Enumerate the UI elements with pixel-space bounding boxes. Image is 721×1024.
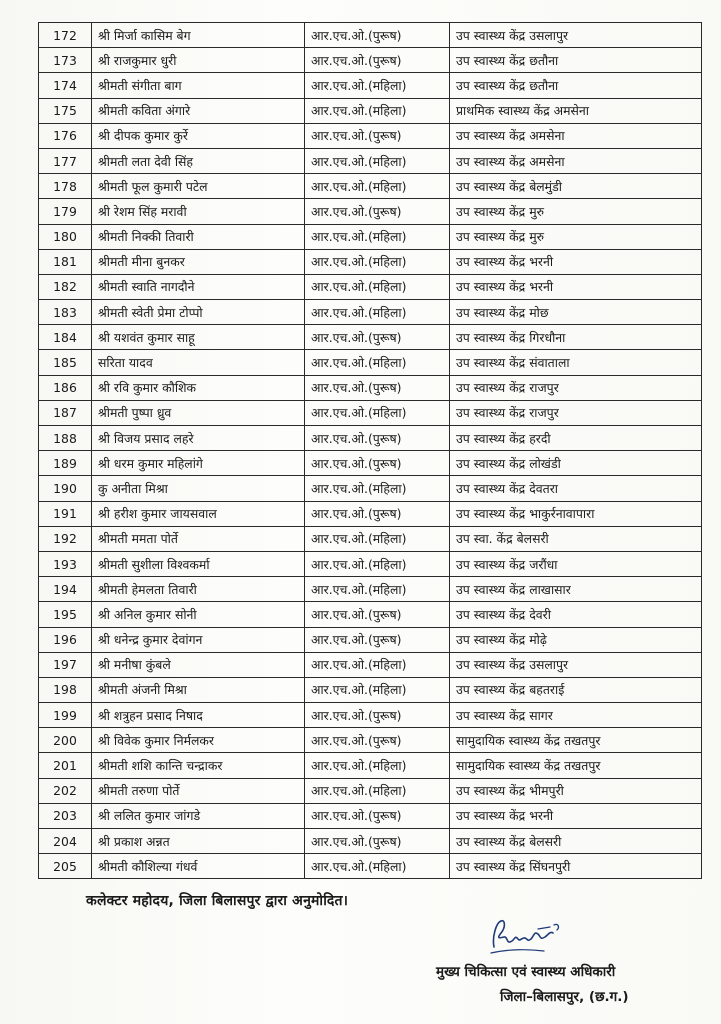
name-cell: श्री धनेन्द्र कुमार देवांगन (92, 627, 305, 652)
serial-number-cell: 180 (39, 224, 92, 249)
table-row (39, 174, 702, 199)
name-cell: श्रीमती शशि कान्ति चन्द्राकर (92, 753, 305, 778)
post-cell: आर.एच.ओ.(महिला) (305, 652, 450, 677)
posting-place-cell: उप स्वास्थ्य केंद्र मोछ (450, 300, 702, 325)
serial-number-cell: 199 (39, 703, 92, 728)
posting-place-cell: उप स्वास्थ्य केंद्र सिंघनपुरी (450, 854, 702, 879)
post-cell: आर.एच.ओ.(पुरूष) (305, 426, 450, 451)
post-cell: आर.एच.ओ.(महिला) (305, 854, 450, 879)
name-cell: श्रीमती निक्की तिवारी (92, 224, 305, 249)
table-row (39, 627, 702, 652)
table-row (39, 803, 702, 828)
table-body (39, 23, 702, 879)
posting-place-cell: उप स्वास्थ्य केंद्र देवतरा (450, 476, 702, 501)
serial-number-cell: 178 (39, 174, 92, 199)
serial-number-cell: 198 (39, 677, 92, 702)
posting-place-cell: उप स्वास्थ्य केंद्र जरौंधा (450, 551, 702, 576)
post-cell: आर.एच.ओ.(महिला) (305, 476, 450, 501)
name-cell: श्री दीपक कुमार कुर्रे (92, 123, 305, 148)
posting-place-cell: उप स्वास्थ्य केंद्र राजपुर (450, 375, 702, 400)
posting-place-cell: उप स्वास्थ्य केंद्र हरदी (450, 426, 702, 451)
table-row (39, 677, 702, 702)
posting-place-cell: उप स्वास्थ्य केंद्र मुरु (450, 224, 702, 249)
post-cell: आर.एच.ओ.(महिला) (305, 526, 450, 551)
serial-number-cell: 192 (39, 526, 92, 551)
post-cell: आर.एच.ओ.(महिला) (305, 148, 450, 173)
table-row (39, 148, 702, 173)
posting-place-cell: उप स्वास्थ्य केंद्र बेलमुंडी (450, 174, 702, 199)
name-cell: श्री हरीश कुमार जायसवाल (92, 501, 305, 526)
table-row (39, 753, 702, 778)
post-cell: आर.एच.ओ.(महिला) (305, 249, 450, 274)
serial-number-cell: 196 (39, 627, 92, 652)
posting-place-cell: उप स्वास्थ्य केंद्र उसलापुर (450, 652, 702, 677)
table-row (39, 73, 702, 98)
post-cell: आर.एच.ओ.(महिला) (305, 174, 450, 199)
serial-number-cell: 200 (39, 728, 92, 753)
name-cell: श्रीमती स्वाति नागदौने (92, 274, 305, 299)
post-cell: आर.एच.ओ.(महिला) (305, 274, 450, 299)
signatory-place: जिला–बिलासपुर, (छ.ग.) (500, 989, 629, 1005)
serial-number-cell: 172 (39, 23, 92, 48)
table-row (39, 23, 702, 48)
posting-place-cell: प्राथमिक स्वास्थ्य केंद्र अमसेना (450, 98, 702, 123)
posting-place-cell: उप स्वास्थ्य केंद्र राजपुर (450, 400, 702, 425)
serial-number-cell: 176 (39, 123, 92, 148)
serial-number-cell: 189 (39, 451, 92, 476)
staff-posting-table (38, 22, 702, 879)
table-row (39, 48, 702, 73)
name-cell: श्री प्रकाश अन्नत (92, 829, 305, 854)
post-cell: आर.एच.ओ.(पुरूष) (305, 199, 450, 224)
post-cell: आर.एच.ओ.(महिला) (305, 677, 450, 702)
post-cell: आर.एच.ओ.(महिला) (305, 577, 450, 602)
table-row (39, 451, 702, 476)
serial-number-cell: 177 (39, 148, 92, 173)
table-row (39, 249, 702, 274)
posting-place-cell: उप स्वास्थ्य केंद्र बहतराई (450, 677, 702, 702)
name-cell: श्रीमती कविता अंगारे (92, 98, 305, 123)
posting-place-cell: सामुदायिक स्वास्थ्य केंद्र तखतपुर (450, 753, 702, 778)
post-cell: आर.एच.ओ.(महिला) (305, 350, 450, 375)
table-row (39, 854, 702, 879)
name-cell: श्रीमती लता देवी सिंह (92, 148, 305, 173)
name-cell: कु अनीता मिश्रा (92, 476, 305, 501)
name-cell: श्रीमती सुशीला विश्वकर्मा (92, 551, 305, 576)
name-cell: सरिता यादव (92, 350, 305, 375)
post-cell: आर.एच.ओ.(पुरूष) (305, 728, 450, 753)
name-cell: श्री अनिल कुमार सोनी (92, 602, 305, 627)
signatory-title: मुख्य चिकित्सा एवं स्वास्थ्य अधिकारी (436, 964, 616, 980)
serial-number-cell: 202 (39, 778, 92, 803)
table-row (39, 325, 702, 350)
name-cell: श्री विजय प्रसाद लहरे (92, 426, 305, 451)
post-cell: आर.एच.ओ.(महिला) (305, 98, 450, 123)
name-cell: श्री विवेक कुमार निर्मलकर (92, 728, 305, 753)
name-cell: श्रीमती स्वेती प्रेमा टोप्पो (92, 300, 305, 325)
table-row (39, 98, 702, 123)
post-cell: आर.एच.ओ.(पुरूष) (305, 123, 450, 148)
table-row (39, 199, 702, 224)
table-row (39, 703, 702, 728)
post-cell: आर.एच.ओ.(पुरूष) (305, 451, 450, 476)
table-row (39, 224, 702, 249)
post-cell: आर.एच.ओ.(महिला) (305, 753, 450, 778)
table-row (39, 602, 702, 627)
serial-number-cell: 194 (39, 577, 92, 602)
posting-place-cell: उप स्वास्थ्य केंद्र उसलापुर (450, 23, 702, 48)
name-cell: श्री रेशम सिंह मरावी (92, 199, 305, 224)
post-cell: आर.एच.ओ.(पुरूष) (305, 48, 450, 73)
serial-number-cell: 195 (39, 602, 92, 627)
serial-number-cell: 193 (39, 551, 92, 576)
table-row (39, 526, 702, 551)
posting-place-cell: सामुदायिक स्वास्थ्य केंद्र तखतपुर (450, 728, 702, 753)
posting-place-cell: उप स्वास्थ्य केंद्र सागर (450, 703, 702, 728)
serial-number-cell: 186 (39, 375, 92, 400)
posting-place-cell: उप स्वास्थ्य केंद्र लाखासार (450, 577, 702, 602)
table-row (39, 400, 702, 425)
name-cell: श्रीमती ममता पोर्ते (92, 526, 305, 551)
name-cell: श्रीमती संगीता बाग (92, 73, 305, 98)
table-row (39, 426, 702, 451)
table-row (39, 551, 702, 576)
posting-place-cell: उप स्वास्थ्य केंद्र भरनी (450, 274, 702, 299)
post-cell: आर.एच.ओ.(महिला) (305, 224, 450, 249)
name-cell: श्रीमती तरुणा पोर्ते (92, 778, 305, 803)
serial-number-cell: 183 (39, 300, 92, 325)
name-cell: श्रीमती फूल कुमारी पटेल (92, 174, 305, 199)
name-cell: श्रीमती मीना बुनकर (92, 249, 305, 274)
table-row (39, 778, 702, 803)
name-cell: श्रीमती कौशिल्या गंधर्व (92, 854, 305, 879)
posting-place-cell: उप स्वास्थ्य केंद्र अमसेना (450, 123, 702, 148)
posting-place-cell: उप स्वास्थ्य केंद्र गिरधौना (450, 325, 702, 350)
name-cell: श्री राजकुमार धुरी (92, 48, 305, 73)
serial-number-cell: 187 (39, 400, 92, 425)
serial-number-cell: 181 (39, 249, 92, 274)
posting-place-cell: उप स्वास्थ्य केंद्र छतौना (450, 73, 702, 98)
serial-number-cell: 179 (39, 199, 92, 224)
name-cell: श्री शत्रुहन प्रसाद निषाद (92, 703, 305, 728)
approval-note: कलेक्टर महोदय, जिला बिलासपुर द्वारा अनुमोदित। (86, 893, 349, 909)
posting-place-cell: उप स्वास्थ्य केंद्र देवरी (450, 602, 702, 627)
posting-place-cell: उप स्वास्थ्य केंद्र मोढ़े (450, 627, 702, 652)
serial-number-cell: 182 (39, 274, 92, 299)
serial-number-cell: 201 (39, 753, 92, 778)
post-cell: आर.एच.ओ.(महिला) (305, 73, 450, 98)
post-cell: आर.एच.ओ.(महिला) (305, 400, 450, 425)
serial-number-cell: 173 (39, 48, 92, 73)
name-cell: श्री रवि कुमार कौशिक (92, 375, 305, 400)
table-row (39, 829, 702, 854)
name-cell: श्रीमती पुष्पा ध्रुव (92, 400, 305, 425)
table-row (39, 350, 702, 375)
post-cell: आर.एच.ओ.(पुरूष) (305, 23, 450, 48)
post-cell: आर.एच.ओ.(पुरूष) (305, 375, 450, 400)
posting-place-cell: उप स्वास्थ्य केंद्र भाकुर्रनावापारा (450, 501, 702, 526)
name-cell: श्री धरम कुमार महिलांगे (92, 451, 305, 476)
posting-place-cell: उप स्वास्थ्य केंद्र बेलसरी (450, 829, 702, 854)
post-cell: आर.एच.ओ.(पुरूष) (305, 501, 450, 526)
post-cell: आर.एच.ओ.(पुरूष) (305, 325, 450, 350)
posting-place-cell: उप स्वास्थ्य केंद्र भरनी (450, 249, 702, 274)
posting-place-cell: उप स्वास्थ्य केंद्र अमसेना (450, 148, 702, 173)
serial-number-cell: 185 (39, 350, 92, 375)
post-cell: आर.एच.ओ.(पुरूष) (305, 703, 450, 728)
name-cell: श्रीमती हेमलता तिवारी (92, 577, 305, 602)
table-row (39, 123, 702, 148)
serial-number-cell: 203 (39, 803, 92, 828)
table-row (39, 375, 702, 400)
posting-place-cell: उप स्वास्थ्य केंद्र लोखंडी (450, 451, 702, 476)
post-cell: आर.एच.ओ.(महिला) (305, 778, 450, 803)
serial-number-cell: 205 (39, 854, 92, 879)
posting-place-cell: उप स्वा. केंद्र बेलसरी (450, 526, 702, 551)
serial-number-cell: 190 (39, 476, 92, 501)
post-cell: आर.एच.ओ.(पुरूष) (305, 627, 450, 652)
post-cell: आर.एच.ओ.(पुरूष) (305, 829, 450, 854)
name-cell: श्रीमती अंजनी मिश्रा (92, 677, 305, 702)
name-cell: श्री मनीषा कुंबले (92, 652, 305, 677)
table-row (39, 501, 702, 526)
table-row (39, 728, 702, 753)
table-row (39, 300, 702, 325)
post-cell: आर.एच.ओ.(महिला) (305, 551, 450, 576)
serial-number-cell: 174 (39, 73, 92, 98)
serial-number-cell: 175 (39, 98, 92, 123)
serial-number-cell: 191 (39, 501, 92, 526)
post-cell: आर.एच.ओ.(पुरूष) (305, 803, 450, 828)
posting-place-cell: उप स्वास्थ्य केंद्र मुरु (450, 199, 702, 224)
name-cell: श्री यशवंत कुमार साहू (92, 325, 305, 350)
post-cell: आर.एच.ओ.(पुरूष) (305, 602, 450, 627)
table-row (39, 274, 702, 299)
officer-signature (488, 913, 568, 959)
name-cell: श्री मिर्जा कासिम बेग (92, 23, 305, 48)
posting-place-cell: उप स्वास्थ्य केंद्र छतौना (450, 48, 702, 73)
serial-number-cell: 204 (39, 829, 92, 854)
serial-number-cell: 197 (39, 652, 92, 677)
table-row (39, 577, 702, 602)
serial-number-cell: 188 (39, 426, 92, 451)
posting-place-cell: उप स्वास्थ्य केंद्र भीमपुरी (450, 778, 702, 803)
table-row (39, 476, 702, 501)
table-row (39, 652, 702, 677)
posting-place-cell: उप स्वास्थ्य केंद्र भरनी (450, 803, 702, 828)
name-cell: श्री ललित कुमार जांगडे (92, 803, 305, 828)
post-cell: आर.एच.ओ.(महिला) (305, 300, 450, 325)
serial-number-cell: 184 (39, 325, 92, 350)
posting-place-cell: उप स्वास्थ्य केंद्र संवाताला (450, 350, 702, 375)
